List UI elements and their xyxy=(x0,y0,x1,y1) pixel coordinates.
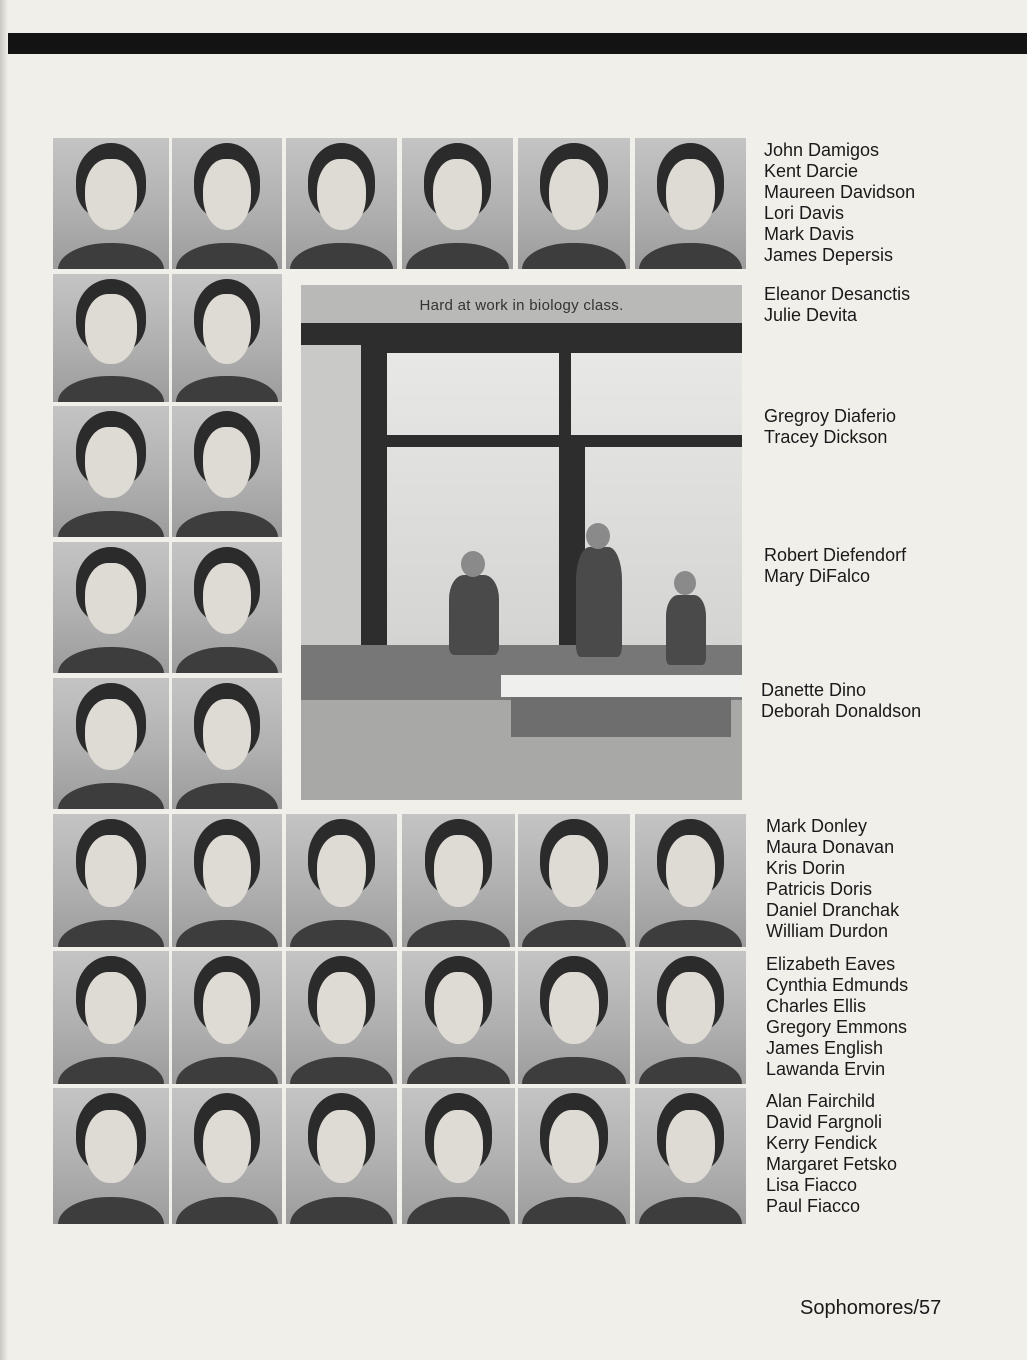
student-name: Daniel Dranchak xyxy=(766,900,900,920)
portrait-lisa-fiacco xyxy=(518,1088,630,1224)
photo-caption: Hard at work in biology class. xyxy=(419,297,624,314)
student-name: Kerry Fendick xyxy=(766,1133,878,1153)
student-name: Alan Fairchild xyxy=(766,1091,876,1111)
student-name: Gregory Emmons xyxy=(766,1017,908,1037)
portrait-alan-fairchild xyxy=(53,1088,169,1224)
student-name: Lori Davis xyxy=(764,203,845,223)
portrait-maura-donavan xyxy=(172,814,282,947)
portrait-kris-dorin xyxy=(286,814,397,947)
student-name: Lisa Fiacco xyxy=(766,1175,858,1195)
student-name: Julie Devita xyxy=(764,305,858,325)
page-gutter xyxy=(0,0,8,1360)
portrait-patricis-doris xyxy=(402,814,515,947)
portrait-mark-donley xyxy=(53,814,169,947)
portrait-tracey-dickson xyxy=(172,406,282,537)
portrait-mark-davis xyxy=(518,138,630,269)
name-list-row-8 xyxy=(766,1091,897,1217)
name-list-row-2 xyxy=(764,284,910,326)
portrait-julie-devita xyxy=(172,274,282,402)
student-name: Eleanor Desanctis xyxy=(764,284,911,304)
student-name: David Fargnoli xyxy=(766,1112,883,1132)
student-name: Maureen Davidson xyxy=(764,182,916,202)
student-name: Tracey Dickson xyxy=(764,427,888,447)
portrait-lawanda-ervin xyxy=(635,951,746,1084)
student-name: Mark Davis xyxy=(764,224,855,244)
portrait-john-damigos xyxy=(53,138,169,269)
name-list-row-7 xyxy=(766,954,908,1080)
student-name: Paul Fiacco xyxy=(766,1196,861,1216)
student-name: Margaret Fetsko xyxy=(766,1154,898,1174)
portrait-maureen-davidson xyxy=(286,138,397,269)
portrait-cynthia-edmunds xyxy=(172,951,282,1084)
student-name: John Damigos xyxy=(764,140,880,160)
student-name: Maura Donavan xyxy=(766,837,895,857)
student-name: Patricis Doris xyxy=(766,879,873,899)
student-name: Deborah Donaldson xyxy=(761,701,922,721)
student-name: Mary DiFalco xyxy=(764,566,871,586)
portrait-lori-davis xyxy=(402,138,513,269)
portrait-paul-fiacco xyxy=(635,1088,746,1224)
portrait-david-fargnoli xyxy=(172,1088,282,1224)
biology-class-photo xyxy=(301,285,742,800)
student-name: Robert Diefendorf xyxy=(764,545,907,565)
student-name: Kent Darcie xyxy=(764,161,859,181)
student-name: Elizabeth Eaves xyxy=(766,954,896,974)
name-list-row-6 xyxy=(766,816,899,942)
portrait-mary-difalco xyxy=(172,542,282,673)
portrait-james-english xyxy=(518,951,630,1084)
portrait-robert-diefendorf xyxy=(53,542,169,673)
name-list-row-5 xyxy=(761,680,921,722)
portrait-gregory-emmons xyxy=(402,951,515,1084)
student-name: Danette Dino xyxy=(761,680,867,700)
student-name: Mark Donley xyxy=(766,816,868,836)
student-name: James Depersis xyxy=(764,245,894,265)
portrait-danette-dino xyxy=(53,678,169,809)
portrait-kerry-fendick xyxy=(286,1088,397,1224)
portrait-gregroy-diaferio xyxy=(53,406,169,537)
portrait-charles-ellis xyxy=(286,951,397,1084)
name-list-row-4 xyxy=(764,545,906,587)
student-name: Charles Ellis xyxy=(766,996,867,1016)
portrait-deborah-donaldson xyxy=(172,678,282,809)
student-name: Cynthia Edmunds xyxy=(766,975,909,995)
top-rule xyxy=(0,33,1027,54)
name-list-row-1 xyxy=(764,140,915,266)
student-name: William Durdon xyxy=(766,921,889,941)
portrait-elizabeth-eaves xyxy=(53,951,169,1084)
portrait-william-durdon xyxy=(635,814,746,947)
name-list-row-3 xyxy=(764,406,896,448)
portrait-kent-darcie xyxy=(172,138,282,269)
student-name: James English xyxy=(766,1038,884,1058)
portrait-margaret-fetsko xyxy=(402,1088,515,1224)
portrait-james-depersis xyxy=(635,138,746,269)
student-name: Kris Dorin xyxy=(766,858,846,878)
page-number: Sophomores/57 xyxy=(800,1297,942,1319)
student-name: Lawanda Ervin xyxy=(766,1059,886,1079)
portrait-daniel-dranchak xyxy=(518,814,630,947)
student-name: Gregroy Diaferio xyxy=(764,406,897,426)
portrait-eleanor-desanctis xyxy=(53,274,169,402)
